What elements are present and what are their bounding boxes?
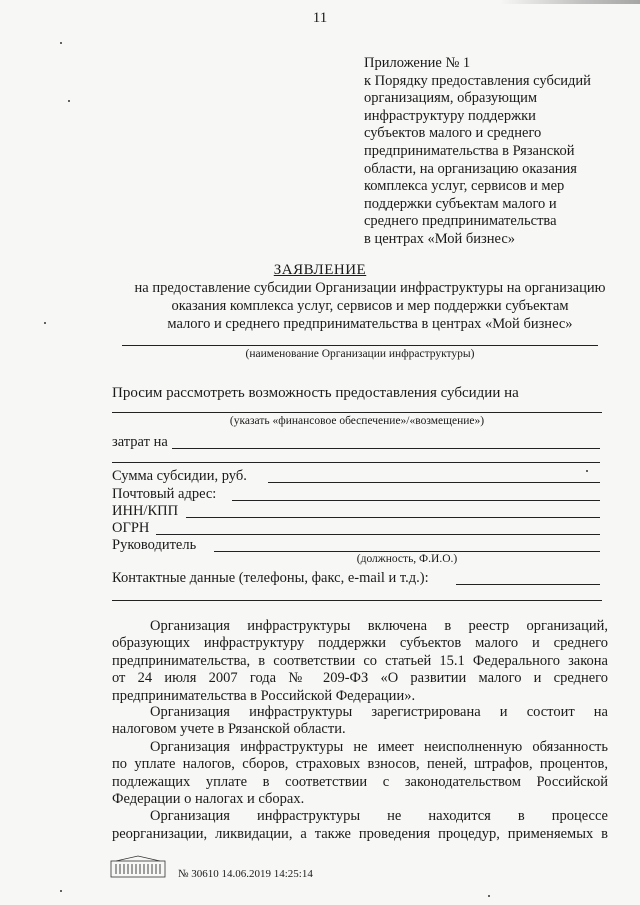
subtitle-line: на предоставление субсидии Организации инфраструктуры на организацию <box>134 280 606 296</box>
org-name-hint: (наименование Организации инфраструктуры) <box>245 348 475 360</box>
paragraph-line: по уплате налогов, сборов, страховых взносов, пеней, штрафов, процентов, <box>112 756 608 773</box>
annex-line: среднего предпринимательства <box>364 213 557 230</box>
footer-registration <box>178 868 313 880</box>
costs-line-2[interactable] <box>112 462 600 463</box>
costs-line[interactable] <box>172 448 600 449</box>
document-title: ЗАЯВЛЕНИЕ <box>273 262 367 278</box>
head-label: Руководитель <box>112 537 197 553</box>
support-type-line[interactable] <box>112 412 602 413</box>
contacts-line[interactable] <box>456 584 600 585</box>
postal-address-line[interactable] <box>232 500 600 501</box>
org-name-line[interactable] <box>122 345 598 346</box>
paragraph-line: Организация инфраструктуры не находится в процессе <box>150 808 608 825</box>
postal-address-label: Почтовый адрес: <box>112 486 217 502</box>
paragraph-line: предпринимательства в Российской Федерации». <box>112 687 416 704</box>
contacts-line-2[interactable] <box>112 600 602 601</box>
request-text: Просим рассмотреть возможность предоставления субсидии на <box>112 385 519 401</box>
page-number: 11 <box>312 10 328 26</box>
paragraph-line: Организация инфраструктуры не имеет неисполненную обязанность <box>150 738 608 755</box>
doc-number: № 30610 <box>178 868 219 880</box>
inn-kpp-line[interactable] <box>186 517 600 518</box>
subtitle-line: оказания комплекса услуг, сервисов и мер поддержки субъектам <box>171 298 569 314</box>
annex-line: предпринимательства в Рязанской <box>364 142 575 159</box>
annex-line: инфраструктуру поддержки <box>364 107 536 124</box>
annex-line: к Порядку предоставления субсидий <box>364 72 591 89</box>
subtitle-line: малого и среднего предпринимательства в центрах «Мой бизнес» <box>167 316 573 332</box>
annex-line: области, на организацию оказания <box>364 160 577 177</box>
ogrn-line[interactable] <box>156 534 600 535</box>
registry-stamp-icon <box>110 855 166 879</box>
paragraph-line: Организация инфраструктуры включена в реестр организаций, <box>150 618 608 634</box>
annex-line: поддержки субъектам малого и <box>364 195 557 212</box>
subsidy-amount-label: Сумма субсидии, руб. <box>112 468 247 484</box>
paragraph-line: образующих инфраструктуру поддержки субъектов малого и среднего <box>112 635 608 652</box>
paragraph-line: подлежащих уплате в соответствии с законодательством Российской <box>112 773 608 790</box>
annex-line: субъектов малого и среднего <box>364 125 542 142</box>
ogrn-label: ОГРН <box>112 520 150 536</box>
paragraph-line: от 24 июля 2007 года № 209-ФЗ «О развитии малого и среднего <box>112 670 608 687</box>
head-line[interactable] <box>214 551 600 552</box>
paragraph-line: Организация инфраструктуры зарегистрирована и состоит на <box>150 704 608 720</box>
doc-timestamp: 14.06.2019 14:25:14 <box>221 868 313 880</box>
paragraph-line: предпринимательства, в соответствии со статьей 15.1 Федерального закона <box>112 652 608 669</box>
document-subtitle <box>100 279 640 333</box>
subsidy-amount-line[interactable] <box>268 482 600 483</box>
paragraph-line: налоговом учете в Рязанской области. <box>112 721 346 738</box>
annex-line: Приложение № 1 <box>364 55 471 71</box>
paragraph-line: Федерации о налогах и сборах. <box>112 791 305 807</box>
support-type-hint: (указать «финансовое обеспечение»/«возмещение») <box>229 415 485 427</box>
annex-line: организациям, образующим <box>364 90 538 107</box>
inn-kpp-label: ИНН/КПП <box>112 503 179 519</box>
contacts-label: Контактные данные (телефоны, факс, e-mail и т.д.): <box>112 570 429 586</box>
annex-line: комплекса услуг, сервисов и мер <box>364 178 565 195</box>
annex-line: в центрах «Мой бизнес» <box>364 230 516 247</box>
annex-block <box>364 55 591 249</box>
head-hint: (должность, Ф.И.О.) <box>356 553 458 565</box>
paragraph-line: реорганизации, ликвидации, а также проведения процедур, применяемых в <box>112 825 608 842</box>
costs-label: затрат на <box>112 434 168 450</box>
